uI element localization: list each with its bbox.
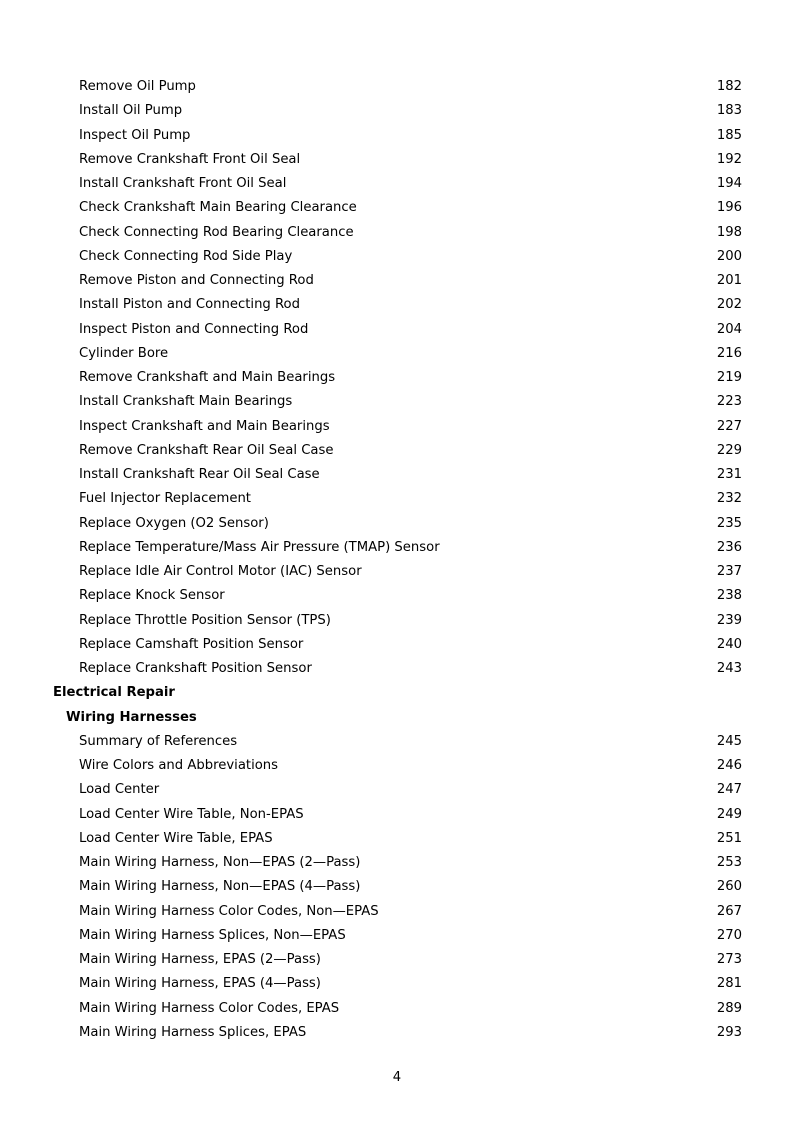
- toc-entry-title: Main Wiring Harness Splices, EPAS: [79, 1024, 307, 1040]
- toc-entry[interactable]: [0, 245, 794, 269]
- toc-entry-title: Check Crankshaft Main Bearing Clearance: [79, 200, 357, 216]
- toc-entry-title: Load Center Wire Table, Non-EPAS: [79, 806, 304, 822]
- toc-entry-page-number: 182: [716, 79, 742, 94]
- toc-entry-title: Replace Camshaft Position Sensor: [79, 636, 304, 652]
- toc-entry[interactable]: [0, 124, 794, 148]
- toc-entry[interactable]: [0, 754, 794, 778]
- toc-entry[interactable]: [0, 633, 794, 657]
- toc-entry[interactable]: [0, 318, 794, 342]
- toc-entry-title: Install Oil Pump: [79, 103, 183, 119]
- toc-entry-title: Remove Crankshaft Front Oil Seal: [79, 151, 301, 167]
- toc-entry-title: Replace Temperature/Mass Air Pressure (TMAP) Sensor: [79, 539, 440, 555]
- toc-entry-page-number: 243: [716, 661, 742, 676]
- toc-entry[interactable]: [0, 948, 794, 972]
- toc-entry-page-number: 245: [716, 733, 742, 749]
- toc-entry-title: Remove Crankshaft and Main Bearings: [79, 370, 336, 385]
- toc-entry-title: Install Crankshaft Rear Oil Seal Case: [79, 467, 320, 482]
- toc-entry[interactable]: [0, 657, 794, 681]
- toc-entry[interactable]: [0, 196, 794, 220]
- toc-entry-page-number: 247: [716, 782, 742, 798]
- toc-entry[interactable]: [0, 390, 794, 414]
- toc-entry-title: Install Crankshaft Front Oil Seal: [79, 176, 287, 191]
- toc-entry-title: Check Connecting Rod Bearing Clearance: [79, 224, 354, 240]
- toc-entry[interactable]: [0, 342, 794, 366]
- toc-entry[interactable]: [0, 803, 794, 827]
- toc-entry-title: Cylinder Bore: [79, 345, 169, 361]
- toc-entry-page-number: 246: [716, 758, 742, 773]
- toc-entry-page-number: 237: [716, 564, 742, 579]
- toc-entry[interactable]: [0, 366, 794, 390]
- toc-entry-title: Main Wiring Harness, EPAS (2—Pass): [79, 952, 321, 967]
- toc-entry[interactable]: [0, 269, 794, 293]
- toc-entry-page-number: 196: [716, 200, 742, 216]
- toc-entry[interactable]: [0, 172, 794, 196]
- toc-entry-title: Wiring Harnesses: [66, 709, 197, 725]
- toc-entry[interactable]: [0, 972, 794, 996]
- toc-entry-title: Main Wiring Harness Splices, Non—EPAS: [79, 927, 346, 943]
- toc-entry-page-number: 198: [716, 224, 742, 240]
- toc-entry-title: Remove Piston and Connecting Rod: [79, 273, 314, 288]
- toc-entry-title: Load Center: [79, 782, 160, 798]
- toc-entry[interactable]: [0, 730, 794, 754]
- toc-entry-title: Install Piston and Connecting Rod: [79, 297, 300, 313]
- toc-entry-title: Main Wiring Harness Color Codes, EPAS: [79, 1000, 340, 1016]
- toc-entry-page-number: 231: [716, 467, 742, 482]
- toc-entry-title: Install Crankshaft Main Bearings: [79, 394, 293, 410]
- toc-entry[interactable]: [0, 560, 794, 584]
- toc-entry-page-number: 194: [716, 176, 742, 191]
- page-number: 4: [392, 1070, 402, 1085]
- toc-section-heading[interactable]: [0, 706, 794, 730]
- toc-entry-title: Inspect Crankshaft and Main Bearings: [79, 418, 330, 434]
- toc-entry[interactable]: [0, 536, 794, 560]
- toc-entry-page-number: 293: [716, 1024, 742, 1040]
- toc-entry-title: Inspect Oil Pump: [79, 127, 191, 143]
- toc-entry-page-number: 216: [716, 345, 742, 361]
- toc-entry-title: Main Wiring Harness Color Codes, Non—EPAS: [79, 903, 379, 919]
- toc-entry-title: Check Connecting Rod Side Play: [79, 248, 293, 264]
- toc-entry[interactable]: [0, 415, 794, 439]
- toc-entry-page-number: 202: [716, 297, 742, 313]
- toc-entry-page-number: 192: [716, 151, 742, 167]
- toc-entry-page-number: 223: [716, 394, 742, 410]
- toc-entry-title: Replace Throttle Position Sensor (TPS): [79, 612, 331, 628]
- toc-entry[interactable]: [0, 900, 794, 924]
- toc-entry-title: Summary of References: [79, 733, 238, 749]
- toc-entry[interactable]: [0, 221, 794, 245]
- toc-entry[interactable]: [0, 487, 794, 511]
- toc-entry-title: Wire Colors and Abbreviations: [79, 758, 279, 773]
- toc-entry-title: Replace Knock Sensor: [79, 588, 225, 604]
- toc-entry-page-number: 238: [716, 588, 742, 604]
- toc-entry-page-number: 253: [716, 855, 742, 870]
- toc-entry[interactable]: [0, 1021, 794, 1045]
- toc-entry-title: Remove Oil Pump: [79, 79, 196, 94]
- toc-entry-page-number: 201: [716, 273, 742, 288]
- toc-entry[interactable]: [0, 75, 794, 99]
- toc-section-heading[interactable]: [0, 681, 794, 705]
- toc-entry-page-number: 260: [716, 879, 742, 895]
- toc-entry-page-number: 204: [716, 321, 742, 337]
- toc-entry-title: Replace Oxygen (O2 Sensor): [79, 515, 269, 531]
- toc-entry[interactable]: [0, 293, 794, 317]
- toc-entry-page-number: 236: [716, 539, 742, 555]
- toc-entry[interactable]: [0, 924, 794, 948]
- toc-entry[interactable]: [0, 997, 794, 1021]
- toc-entry[interactable]: [0, 439, 794, 463]
- toc-entry[interactable]: [0, 851, 794, 875]
- toc-entry-title: Remove Crankshaft Rear Oil Seal Case: [79, 442, 334, 458]
- table-of-contents: [0, 75, 794, 1045]
- toc-entry-page-number: 235: [716, 515, 742, 531]
- toc-entry-title: Main Wiring Harness, Non—EPAS (2—Pass): [79, 855, 361, 870]
- toc-entry[interactable]: [0, 827, 794, 851]
- toc-entry-page-number: 249: [716, 806, 742, 822]
- toc-entry-page-number: 289: [716, 1000, 742, 1016]
- toc-entry-page-number: 240: [716, 636, 742, 652]
- toc-entry-title: Main Wiring Harness, EPAS (4—Pass): [79, 976, 321, 992]
- toc-entry-page-number: 273: [716, 952, 742, 967]
- toc-entry-title: Fuel Injector Replacement: [79, 491, 251, 507]
- toc-entry-title: Replace Idle Air Control Motor (IAC) Sensor: [79, 564, 362, 579]
- toc-entry-title: Inspect Piston and Connecting Rod: [79, 321, 309, 337]
- toc-entry[interactable]: [0, 99, 794, 123]
- toc-entry[interactable]: [0, 512, 794, 536]
- toc-entry[interactable]: [0, 584, 794, 608]
- toc-entry-page-number: 183: [716, 103, 742, 119]
- toc-entry[interactable]: [0, 875, 794, 899]
- toc-entry[interactable]: [0, 148, 794, 172]
- toc-entry-page-number: 219: [716, 370, 742, 385]
- toc-entry-title: Electrical Repair: [53, 685, 175, 701]
- toc-entry-page-number: 270: [716, 927, 742, 943]
- toc-entry-page-number: 227: [716, 418, 742, 434]
- toc-entry-title: Replace Crankshaft Position Sensor: [79, 661, 312, 676]
- toc-entry-page-number: 232: [716, 491, 742, 507]
- toc-entry-page-number: 229: [716, 442, 742, 458]
- toc-entry-page-number: 251: [716, 830, 742, 846]
- toc-entry-title: Main Wiring Harness, Non—EPAS (4—Pass): [79, 879, 361, 895]
- toc-entry[interactable]: [0, 463, 794, 487]
- toc-entry-page-number: 281: [716, 976, 742, 992]
- toc-entry-title: Load Center Wire Table, EPAS: [79, 830, 273, 846]
- toc-entry-page-number: 239: [716, 612, 742, 628]
- toc-entry[interactable]: [0, 609, 794, 633]
- toc-entry-page-number: 185: [716, 127, 742, 143]
- toc-entry[interactable]: [0, 778, 794, 802]
- toc-entry-page-number: 200: [716, 248, 742, 264]
- toc-entry-page-number: 267: [716, 903, 742, 919]
